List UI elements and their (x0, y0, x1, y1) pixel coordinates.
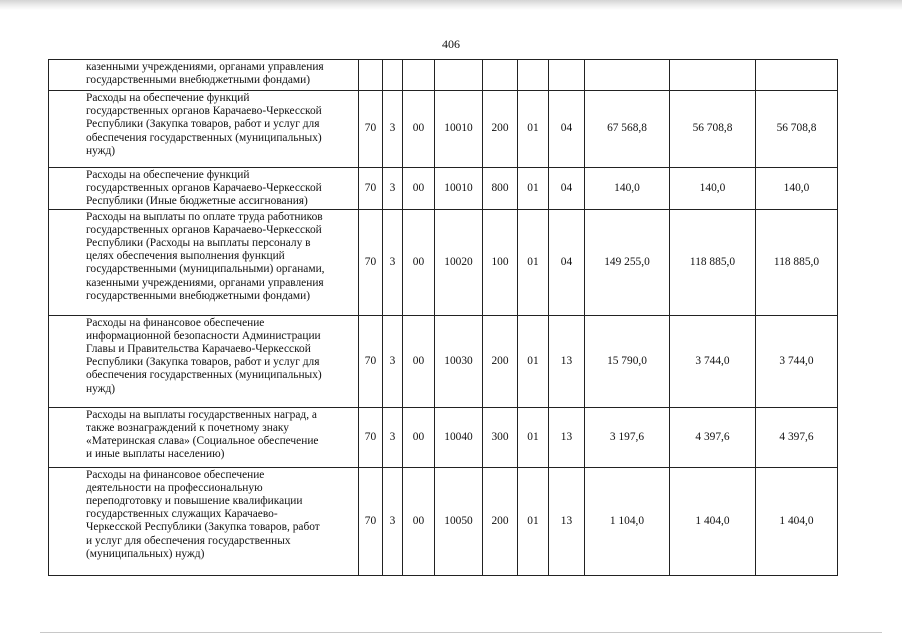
expense-description (49, 407, 359, 467)
program-code-cell: 70 (359, 209, 383, 315)
description-line: государственных органов Карачаево-Черкесской (86, 105, 322, 118)
description-line: также вознаграждений к почетному знаку (86, 421, 289, 434)
subsection-code-cell: 04 (549, 168, 585, 210)
table-row (49, 467, 838, 575)
description-line: и услуг для обеспечения государственных (86, 534, 291, 547)
amount-year-3-cell (756, 60, 838, 91)
amount-year-3-cell: 56 708,8 (756, 91, 838, 168)
description-line: Главы и Правительства Карачаево-Черкесской (86, 343, 311, 356)
direction-code-cell: 10010 (435, 168, 483, 210)
description-line: Расходы на выплаты государственных наград, а (86, 408, 317, 421)
expense-description (49, 168, 359, 210)
section-code-cell: 01 (518, 315, 549, 407)
expense-type-code-cell: 200 (483, 315, 518, 407)
main-event-code-cell: 00 (403, 407, 435, 467)
direction-code-cell: 10020 (435, 209, 483, 315)
direction-code-cell (435, 60, 483, 91)
description-line: и иные выплаты населению) (86, 448, 225, 461)
expense-description (49, 467, 359, 575)
description-line: информационной безопасности Администрации (86, 329, 321, 342)
description-line: нужд) (86, 144, 116, 157)
amount-year-3-cell: 1 404,0 (756, 467, 838, 575)
description-line: целях обеспечения выполнения функций (86, 250, 285, 263)
description-line: Республики (Иные бюджетные ассигнования) (86, 195, 308, 208)
subsection-code-cell: 13 (549, 407, 585, 467)
description-line: казенными учреждениями, органами управления (86, 276, 324, 289)
description-line: обеспечения государственных (муниципальных) (86, 131, 322, 144)
description-line: обеспечения государственных (муниципальных) (86, 369, 322, 382)
amount-year-3-cell: 4 397,6 (756, 407, 838, 467)
description-line: государственных органов Карачаево-Черкесской (86, 182, 322, 195)
table-row (49, 209, 838, 315)
amount-year-1-cell: 1 104,0 (585, 467, 670, 575)
direction-code-cell: 10040 (435, 407, 483, 467)
section-code-cell: 01 (518, 407, 549, 467)
amount-year-3-cell: 140,0 (756, 168, 838, 210)
description-line: Расходы на обеспечение функций (86, 92, 250, 104)
subsection-code-cell: 13 (549, 467, 585, 575)
section-code-cell: 01 (518, 168, 549, 210)
description-line: Республики (Расходы на выплаты персоналу в (86, 237, 311, 250)
subprogram-code-cell: 3 (383, 315, 403, 407)
expense-type-code-cell: 300 (483, 407, 518, 467)
section-code-cell: 01 (518, 209, 549, 315)
description-line: «Материнская слава» (Социальное обеспечение (86, 435, 319, 448)
table-row (49, 168, 838, 210)
amount-year-2-cell: 3 744,0 (670, 315, 756, 407)
description-line: государственных служащих Карачаево- (86, 508, 278, 521)
table-row (49, 315, 838, 407)
expense-type-code-cell (483, 60, 518, 91)
expense-description (49, 315, 359, 407)
subsection-code-cell: 04 (549, 91, 585, 168)
amount-year-2-cell: 1 404,0 (670, 467, 756, 575)
description-line: (муниципальных) нужд) (86, 547, 205, 560)
amount-year-2-cell: 4 397,6 (670, 407, 756, 467)
description-line: государственными внебюджетными фондами) (86, 74, 311, 87)
amount-year-2-cell: 118 885,0 (670, 209, 756, 315)
direction-code-cell: 10010 (435, 91, 483, 168)
description-line: государственных органов Карачаево-Черкесской (86, 223, 322, 236)
expense-type-code-cell: 200 (483, 467, 518, 575)
description-line: Черкесской Республики (Закупка товаров, работ (86, 521, 320, 534)
main-event-code-cell: 00 (403, 91, 435, 168)
program-code-cell: 70 (359, 407, 383, 467)
page-number: 406 (442, 37, 460, 51)
subprogram-code-cell: 3 (383, 467, 403, 575)
table-row (49, 407, 838, 467)
program-code-cell: 70 (359, 467, 383, 575)
expense-description (49, 91, 359, 168)
subprogram-code-cell: 3 (383, 407, 403, 467)
amount-year-1-cell: 140,0 (585, 168, 670, 210)
description-line: Республики (Закупка товаров, работ и услуг для (86, 356, 320, 369)
subprogram-code-cell: 3 (383, 168, 403, 210)
direction-code-cell: 10050 (435, 467, 483, 575)
amount-year-2-cell: 140,0 (670, 168, 756, 210)
description-line: переподготовку и повышение квалификации (86, 495, 303, 508)
table-body (49, 60, 838, 576)
amount-year-1-cell: 3 197,6 (585, 407, 670, 467)
description-line: нужд) (86, 382, 116, 395)
amount-year-1-cell: 67 568,8 (585, 91, 670, 168)
description-line: деятельности на профессиональную (86, 481, 263, 494)
scan-edge-top (0, 0, 902, 10)
expense-description (49, 209, 359, 315)
table-row (49, 60, 838, 91)
table-row (49, 91, 838, 168)
expense-type-code-cell: 800 (483, 168, 518, 210)
amount-year-2-cell (670, 60, 756, 91)
description-line: государственными (муниципальными) органами, (86, 263, 325, 276)
subprogram-code-cell (383, 60, 403, 91)
program-code-cell: 70 (359, 91, 383, 168)
amount-year-2-cell: 56 708,8 (670, 91, 756, 168)
amount-year-1-cell (585, 60, 670, 91)
budget-table (48, 59, 838, 576)
program-code-cell: 70 (359, 315, 383, 407)
amount-year-1-cell: 15 790,0 (585, 315, 670, 407)
main-event-code-cell: 00 (403, 315, 435, 407)
expense-type-code-cell: 200 (483, 91, 518, 168)
amount-year-3-cell: 3 744,0 (756, 315, 838, 407)
main-event-code-cell (403, 60, 435, 91)
subsection-code-cell (549, 60, 585, 91)
description-line: Расходы на выплаты по оплате труда работников (86, 210, 323, 223)
description-line: государственными внебюджетными фондами) (86, 289, 311, 302)
subsection-code-cell: 13 (549, 315, 585, 407)
section-code-cell (518, 60, 549, 91)
main-event-code-cell: 00 (403, 467, 435, 575)
expense-type-code-cell: 100 (483, 209, 518, 315)
section-code-cell: 01 (518, 467, 549, 575)
subprogram-code-cell: 3 (383, 91, 403, 168)
program-code-cell (359, 60, 383, 91)
subsection-code-cell: 04 (549, 209, 585, 315)
direction-code-cell: 10030 (435, 315, 483, 407)
scan-edge-bottom (40, 632, 882, 633)
description-line: Расходы на финансовое обеспечение (86, 316, 265, 329)
main-event-code-cell: 00 (403, 168, 435, 210)
expense-description (49, 60, 359, 91)
amount-year-1-cell: 149 255,0 (585, 209, 670, 315)
description-line: Республики (Закупка товаров, работ и услуг для (86, 118, 320, 131)
description-line: Расходы на обеспечение функций (86, 169, 250, 181)
section-code-cell: 01 (518, 91, 549, 168)
program-code-cell: 70 (359, 168, 383, 210)
amount-year-3-cell: 118 885,0 (756, 209, 838, 315)
description-line: Расходы на финансовое обеспечение (86, 468, 265, 481)
subprogram-code-cell: 3 (383, 209, 403, 315)
main-event-code-cell: 00 (403, 209, 435, 315)
description-line: казенными учреждениями, органами управления (86, 61, 324, 73)
